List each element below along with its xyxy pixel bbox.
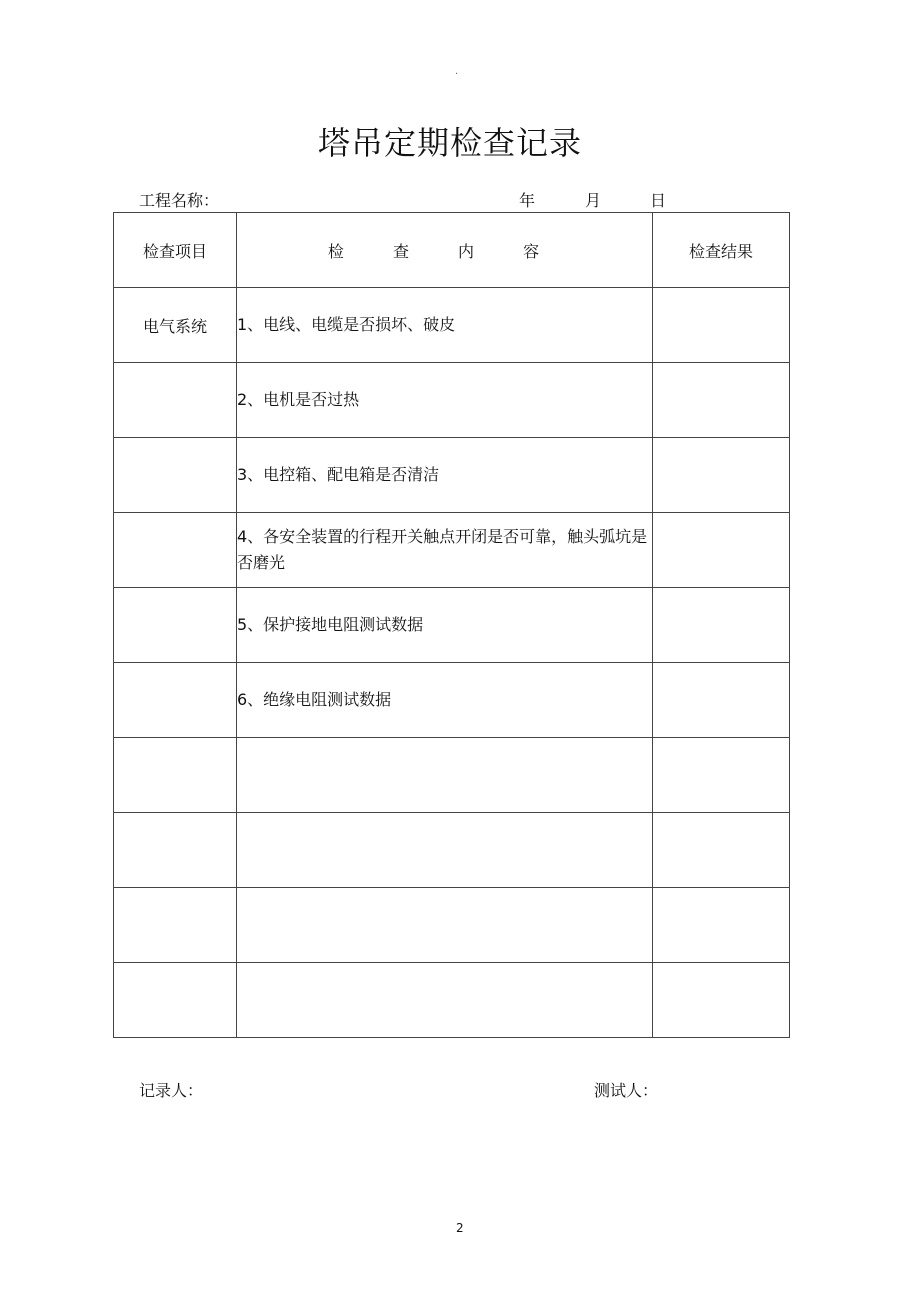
- content-cell: 4、各安全装置的行程开关触点开闭是否可靠，触头弧坑是否磨光: [237, 513, 653, 588]
- category-cell: [114, 738, 237, 813]
- table-row: [114, 588, 790, 663]
- category-cell: [114, 663, 237, 738]
- result-cell[interactable]: [653, 663, 790, 738]
- page-number: 2: [456, 1221, 464, 1235]
- result-cell[interactable]: [653, 438, 790, 513]
- table-row: [114, 888, 790, 963]
- category-cell: [114, 363, 237, 438]
- table-row: [114, 438, 790, 513]
- content-cell: [237, 963, 653, 1038]
- table-row: [114, 513, 790, 588]
- table-header-row: [114, 213, 790, 288]
- category-cell: [114, 438, 237, 513]
- content-cell: 1、电线、电缆是否损坏、破皮: [237, 288, 653, 363]
- table-row: [114, 963, 790, 1038]
- date-month-label: 月: [585, 191, 602, 210]
- table-row: [114, 738, 790, 813]
- content-cell: 5、保护接地电阻测试数据: [237, 588, 653, 663]
- table-row: [114, 663, 790, 738]
- content-cell: [237, 813, 653, 888]
- tester-label: 测试人：: [594, 1081, 659, 1100]
- content-cell: [237, 888, 653, 963]
- table-row: [114, 813, 790, 888]
- content-cell: 6、绝缘电阻测试数据: [237, 663, 653, 738]
- category-cell: [114, 588, 237, 663]
- date-day-label: 日: [650, 191, 667, 210]
- result-cell[interactable]: [653, 588, 790, 663]
- result-cell[interactable]: [653, 738, 790, 813]
- inspection-table: [113, 212, 790, 1038]
- recorder-label: 记录人：: [139, 1081, 204, 1100]
- content-cell: 2、电机是否过热: [237, 363, 653, 438]
- result-cell[interactable]: [653, 363, 790, 438]
- result-cell[interactable]: [653, 888, 790, 963]
- category-cell: [114, 888, 237, 963]
- project-name-label: 工程名称：: [139, 191, 220, 210]
- table-row: [114, 288, 790, 363]
- column-header-result: 检查结果: [653, 213, 790, 288]
- column-header-content: 检 查 内 容: [237, 213, 653, 288]
- column-header-item: 检查项目: [114, 213, 237, 288]
- top-mark: .: [455, 66, 459, 77]
- content-cell: [237, 738, 653, 813]
- content-cell: 3、电控箱、配电箱是否清洁: [237, 438, 653, 513]
- category-cell: [114, 813, 237, 888]
- category-cell: [114, 963, 237, 1038]
- date-year-label: 年: [519, 191, 536, 210]
- table-row: [114, 363, 790, 438]
- result-cell[interactable]: [653, 288, 790, 363]
- page-title: 塔吊定期检查记录: [317, 124, 582, 162]
- result-cell[interactable]: [653, 813, 790, 888]
- result-cell[interactable]: [653, 513, 790, 588]
- category-cell: [114, 513, 237, 588]
- result-cell[interactable]: [653, 963, 790, 1038]
- category-cell: 电气系统: [114, 288, 237, 363]
